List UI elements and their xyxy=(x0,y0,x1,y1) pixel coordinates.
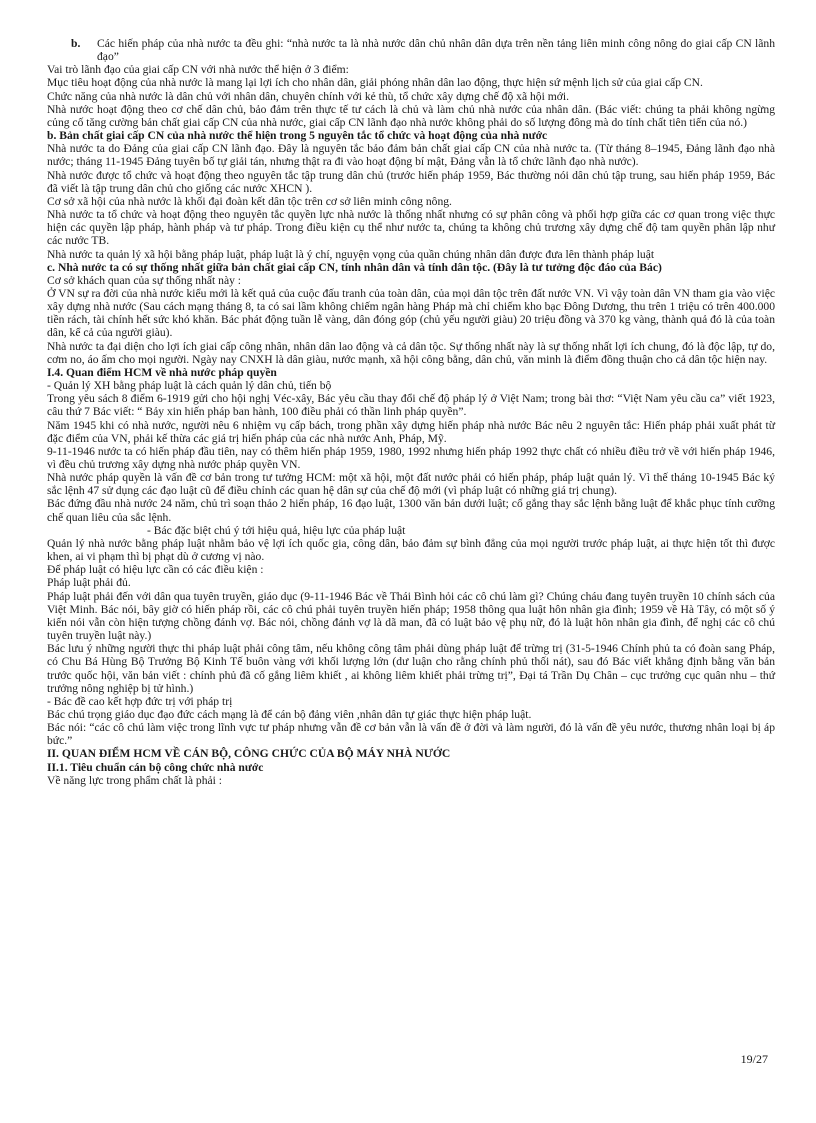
document-body xyxy=(47,37,775,787)
list-item-b xyxy=(71,37,775,63)
paragraph: Bác nói: “các cô chú làm việc trong lĩnh vực tư pháp nhưng vẫn đề cơ bản vẫn là vấn đề ở đời và làm người, đó là vấn đề yêu nước, thương nhân loại bị áp bức.” xyxy=(47,721,775,748)
section-heading-ii1: II.1. Tiêu chuẩn cán bộ công chức nhà nước xyxy=(47,760,264,774)
list-item-text: Các hiến pháp của nhà nước ta đều ghi: “nhà nước ta là nhà nước dân chủ nhân dân dựa trên nền tảng liên minh công nông do giai cấp CN lãnh đạo” xyxy=(97,37,775,64)
section-heading-i4: I.4. Quan điểm HCM về nhà nước pháp quyền xyxy=(47,365,277,379)
paragraph: Nhà nước ta đại diện cho lợi ích giai cấp công nhân, nhân dân lao động và cả dân tộc. Sự thống nhất này là sự thống nhất lợi ích chung, đó là độc lập, tự do, cơm no, áo ấm cho mọi người. Ngày nay CNXH là dân giàu, nước mạnh, xã hội công bằng, dân chủ, văn minh là điểm đồng thuận cho cả dân tộc hiện nay. xyxy=(47,339,775,366)
paragraph: Năm 1945 khi có nhà nước, người nêu 6 nhiệm vụ cấp bách, trong phần xây dựng hiến pháp nhà nước Bác nêu 2 nguyên tắc: Hiến pháp phải xuất phát từ đặc điểm của VN, phải kế thừa các giá trị hiến pháp của các nhà nước Anh, Pháp, Mỹ. xyxy=(47,418,775,445)
list-item-label: b. xyxy=(71,37,81,50)
section-heading-b: b. Bản chất giai cấp CN của nhà nước thể hiện trong 5 nguyên tắc tổ chức và hoạt động của nhà nước xyxy=(47,129,548,143)
paragraph: Nhà nước pháp quyền là vấn đề cơ bản trong tư tưởng HCM: một xã hội, một đất nước phải có hiến pháp, pháp luật quản lý. Vì thế tháng 10-1945 Bác ký sắc lệnh 47 sử dụng các đạo luật cũ để điều chỉnh các quan hệ dân sự của chế độ mới (vì pháp luật có những giá trị chung). xyxy=(47,471,775,498)
paragraph: - Bác đề cao kết hợp đức trị với pháp trị xyxy=(47,694,233,708)
section-heading-ii: II. QUAN ĐIỂM HCM VỀ CÁN BỘ, CÔNG CHỨC CỦA BỘ MÁY NHÀ NƯỚC xyxy=(47,747,451,761)
paragraph: Cơ sở xã hội của nhà nước là khối đại đoàn kết dân tộc trên cơ sở liên minh công nông. xyxy=(47,194,452,208)
paragraph: 9-11-1946 nước ta có hiến pháp đầu tiên, nay có thêm hiến pháp 1959, 1980, 1992 nhưng hiến pháp 1992 thực chất có nhiều điều trở về với hiến pháp 1946, vì đều chủ trương xây dựng nhà nước pháp quyền VN. xyxy=(47,444,775,471)
paragraph: Ở VN sự ra đời của nhà nước kiểu mới là kết quả của cuộc đấu tranh của toàn dân, của mọi dân tộc trên đất nước VN. Vì vậy toàn dân VN tham gia vào việc xây dựng nhà nước (Sau cách mạng tháng 8, ta có sai lầm không chiếm ngân hàng Pháp mà chỉ chiếm kho bạc Đông Dương, thu trên 1 triệu có trên 400.000 tiền rách, tài chính hết sức khó khăn. Bác phát động tuần lễ vàng, dân đóng góp (chủ yếu người giàu) 20 triệu đồng và 370 kg vàng, thành quả đó là của toàn dân, kể cả của người giàu). xyxy=(47,286,775,340)
indented-point: - Bác đặc biệt chú ý tới hiệu quả, hiệu lực của pháp luật xyxy=(147,523,406,537)
section-heading-c: c. Nhà nước ta có sự thống nhất giữa bản chất giai cấp CN, tính nhân dân và tính dân tộc. (Đây là tư tưởng độc đáo của Bác) xyxy=(47,260,662,274)
paragraph: Bác đứng đầu nhà nước 24 năm, chủ trì soạn thảo 2 hiến pháp, 16 đạo luật, 1300 văn bản dưới luật; cố gắng thay sắc lệnh bằng luật để khắc phục tính cưỡng chế quan liêu của sắc lệnh. xyxy=(47,497,775,524)
paragraph: Nhà nước ta tổ chức và hoạt động theo nguyên tắc quyền lực nhà nước là thống nhất nhưng có sự phân công và phối hợp giữa các cơ quan trong việc thực hiện các quyền lập pháp, hành pháp và tư pháp. Trong điều kiện cụ thể như nước ta, chúng ta không chủ trương xây dựng chế độ tam quyền phân lập như các nước TB. xyxy=(47,208,775,248)
paragraph: Trong yêu sách 8 điểm 6-1919 gửi cho hội nghị Véc-xây, Bác yêu cầu thay đổi chế độ pháp lý ở Việt Nam; trong bài thơ: “Việt Nam yêu cầu ca” viết 1923, câu thứ 7 Bác viết: “ Bảy xin hiến pháp ban hành, 100 điều phải có thần linh pháp quyền”. xyxy=(47,392,775,419)
paragraph: Mục tiêu hoạt động của nhà nước là mang lại lợi ích cho nhân dân, giải phóng nhân dân lao động, thực hiện sứ mệnh lịch sử của giai cấp CN. xyxy=(47,76,703,90)
paragraph: Pháp luật phải đủ. xyxy=(47,576,131,590)
paragraph: - Quản lý XH bằng pháp luật là cách quản lý dân chủ, tiến bộ xyxy=(47,379,332,393)
paragraph: Nhà nước ta do Đảng của giai cấp CN lãnh đạo. Đây là nguyên tắc bảo đảm bản chất giai cấp CN của nhà nước ta. (Từ tháng 8–1945, Đảng lãnh đạo nhà nước; tháng 11-1945 Đảng tuyên bố tự giải tán, nhưng thật ra đi vào hoạt động bí mật, Đảng vẫn là tổ chức lãnh đạo nhà nước). xyxy=(47,142,775,169)
paragraph: Vai trò lãnh đạo của giai cấp CN với nhà nước thể hiện ở 3 điểm: xyxy=(47,63,349,77)
paragraph: Bác lưu ý những người thực thi pháp luật phải công tâm, nếu không công tâm phải dùng pháp luật để trừng trị (31-5-1946 Chính phủ ta có đoàn sang Pháp, có Chu Bá Hùng Bộ Trưởng Bộ Kinh Tế buôn vàng với khối lượng lớn (dư luận cho rằng chính phủ thối nát), sau đó Bác viết khẳng định bằng văn bản trước quốc hội, văn bản viết : chính phủ đã cố gắng liêm khiết , ai không liêm khiết phải trừng trị”, Đại tá Trần Dụ Chân – cục trưởng cục quân nhu – thứ trưởng nông nghiệp bị tử hình.) xyxy=(47,642,775,695)
paragraph: Bác chú trọng giáo dục đạo đức cách mạng là để cán bộ đảng viên ,nhân dân tự giác thực hiện pháp luật. xyxy=(47,707,532,721)
paragraph: Cơ sở khách quan của sự thống nhất này : xyxy=(47,273,242,287)
paragraph: Nhà nước ta quản lý xã hội bằng pháp luật, pháp luật là ý chí, nguyện vọng của quần chúng nhân dân được đưa lên thành pháp luật xyxy=(47,247,655,261)
paragraph: Về năng lực trong phẩm chất là phải : xyxy=(47,773,222,787)
paragraph: Chức năng của nhà nước là dân chủ với nhân dân, chuyên chính với kẻ thù, tổ chức xây dựng chế độ xã hội mới. xyxy=(47,89,569,103)
paragraph: Pháp luật phải đến với dân qua tuyên truyền, giáo dục (9-11-1946 Bác về Thái Bình hỏi các cô chú làm gì? Chúng cháu đang tuyên truyền 10 chính sách của Việt Minh. Bác nói, bây giờ có hiến pháp rồi, các cô chú phải tuyên truyền hiến pháp; 1958 thông qua luật hôn nhân gia đình; 1959 về Hà Tây, có một số ý kiến nói vẫn còn hiện tượng chồng đánh vợ. Bác nói, chồng đánh vợ là dã man, đã có luật bảo vệ phụ nữ, đó là luật hôn nhân gia đình, để nghị các cô chú tuyên truyền luật này.) xyxy=(47,589,775,643)
page-number: 19/27 xyxy=(740,1052,768,1066)
paragraph: Để pháp luật có hiệu lực cần có các điều kiện : xyxy=(47,563,264,577)
paragraph: Quản lý nhà nước bằng pháp luật nhằm bảo vệ lợi ích quốc gia, công dân, bảo đảm sự bình đẳng của mọi người trước pháp luật, ai thực hiện tốt thì được khen, ai vi phạm thì bị phạt dù ở cương vị nào. xyxy=(47,536,775,564)
paragraph: Nhà nước được tổ chức và hoạt động theo nguyên tắc tập trung dân chủ (trước hiến pháp 1959, Bác thường nói dân chủ tập trung, sau hiến pháp 1959, Bác đã viết là tập trung dân chủ cho giống các nước XHCN ). xyxy=(47,168,775,195)
paragraph: Nhà nước hoạt động theo cơ chế dân chủ, bảo đảm trên thực tế tư cách là chủ và làm chủ nhà nước của nhân dân. (Bác viết: chúng ta phải không ngừng củng cố tăng cường bản chất giai cấp CN của nhà nước, giai cấp CN lãnh đạo nhà nước không phải do số lượng đông mà do tính chất tiên tiến của nó.) xyxy=(47,102,775,129)
